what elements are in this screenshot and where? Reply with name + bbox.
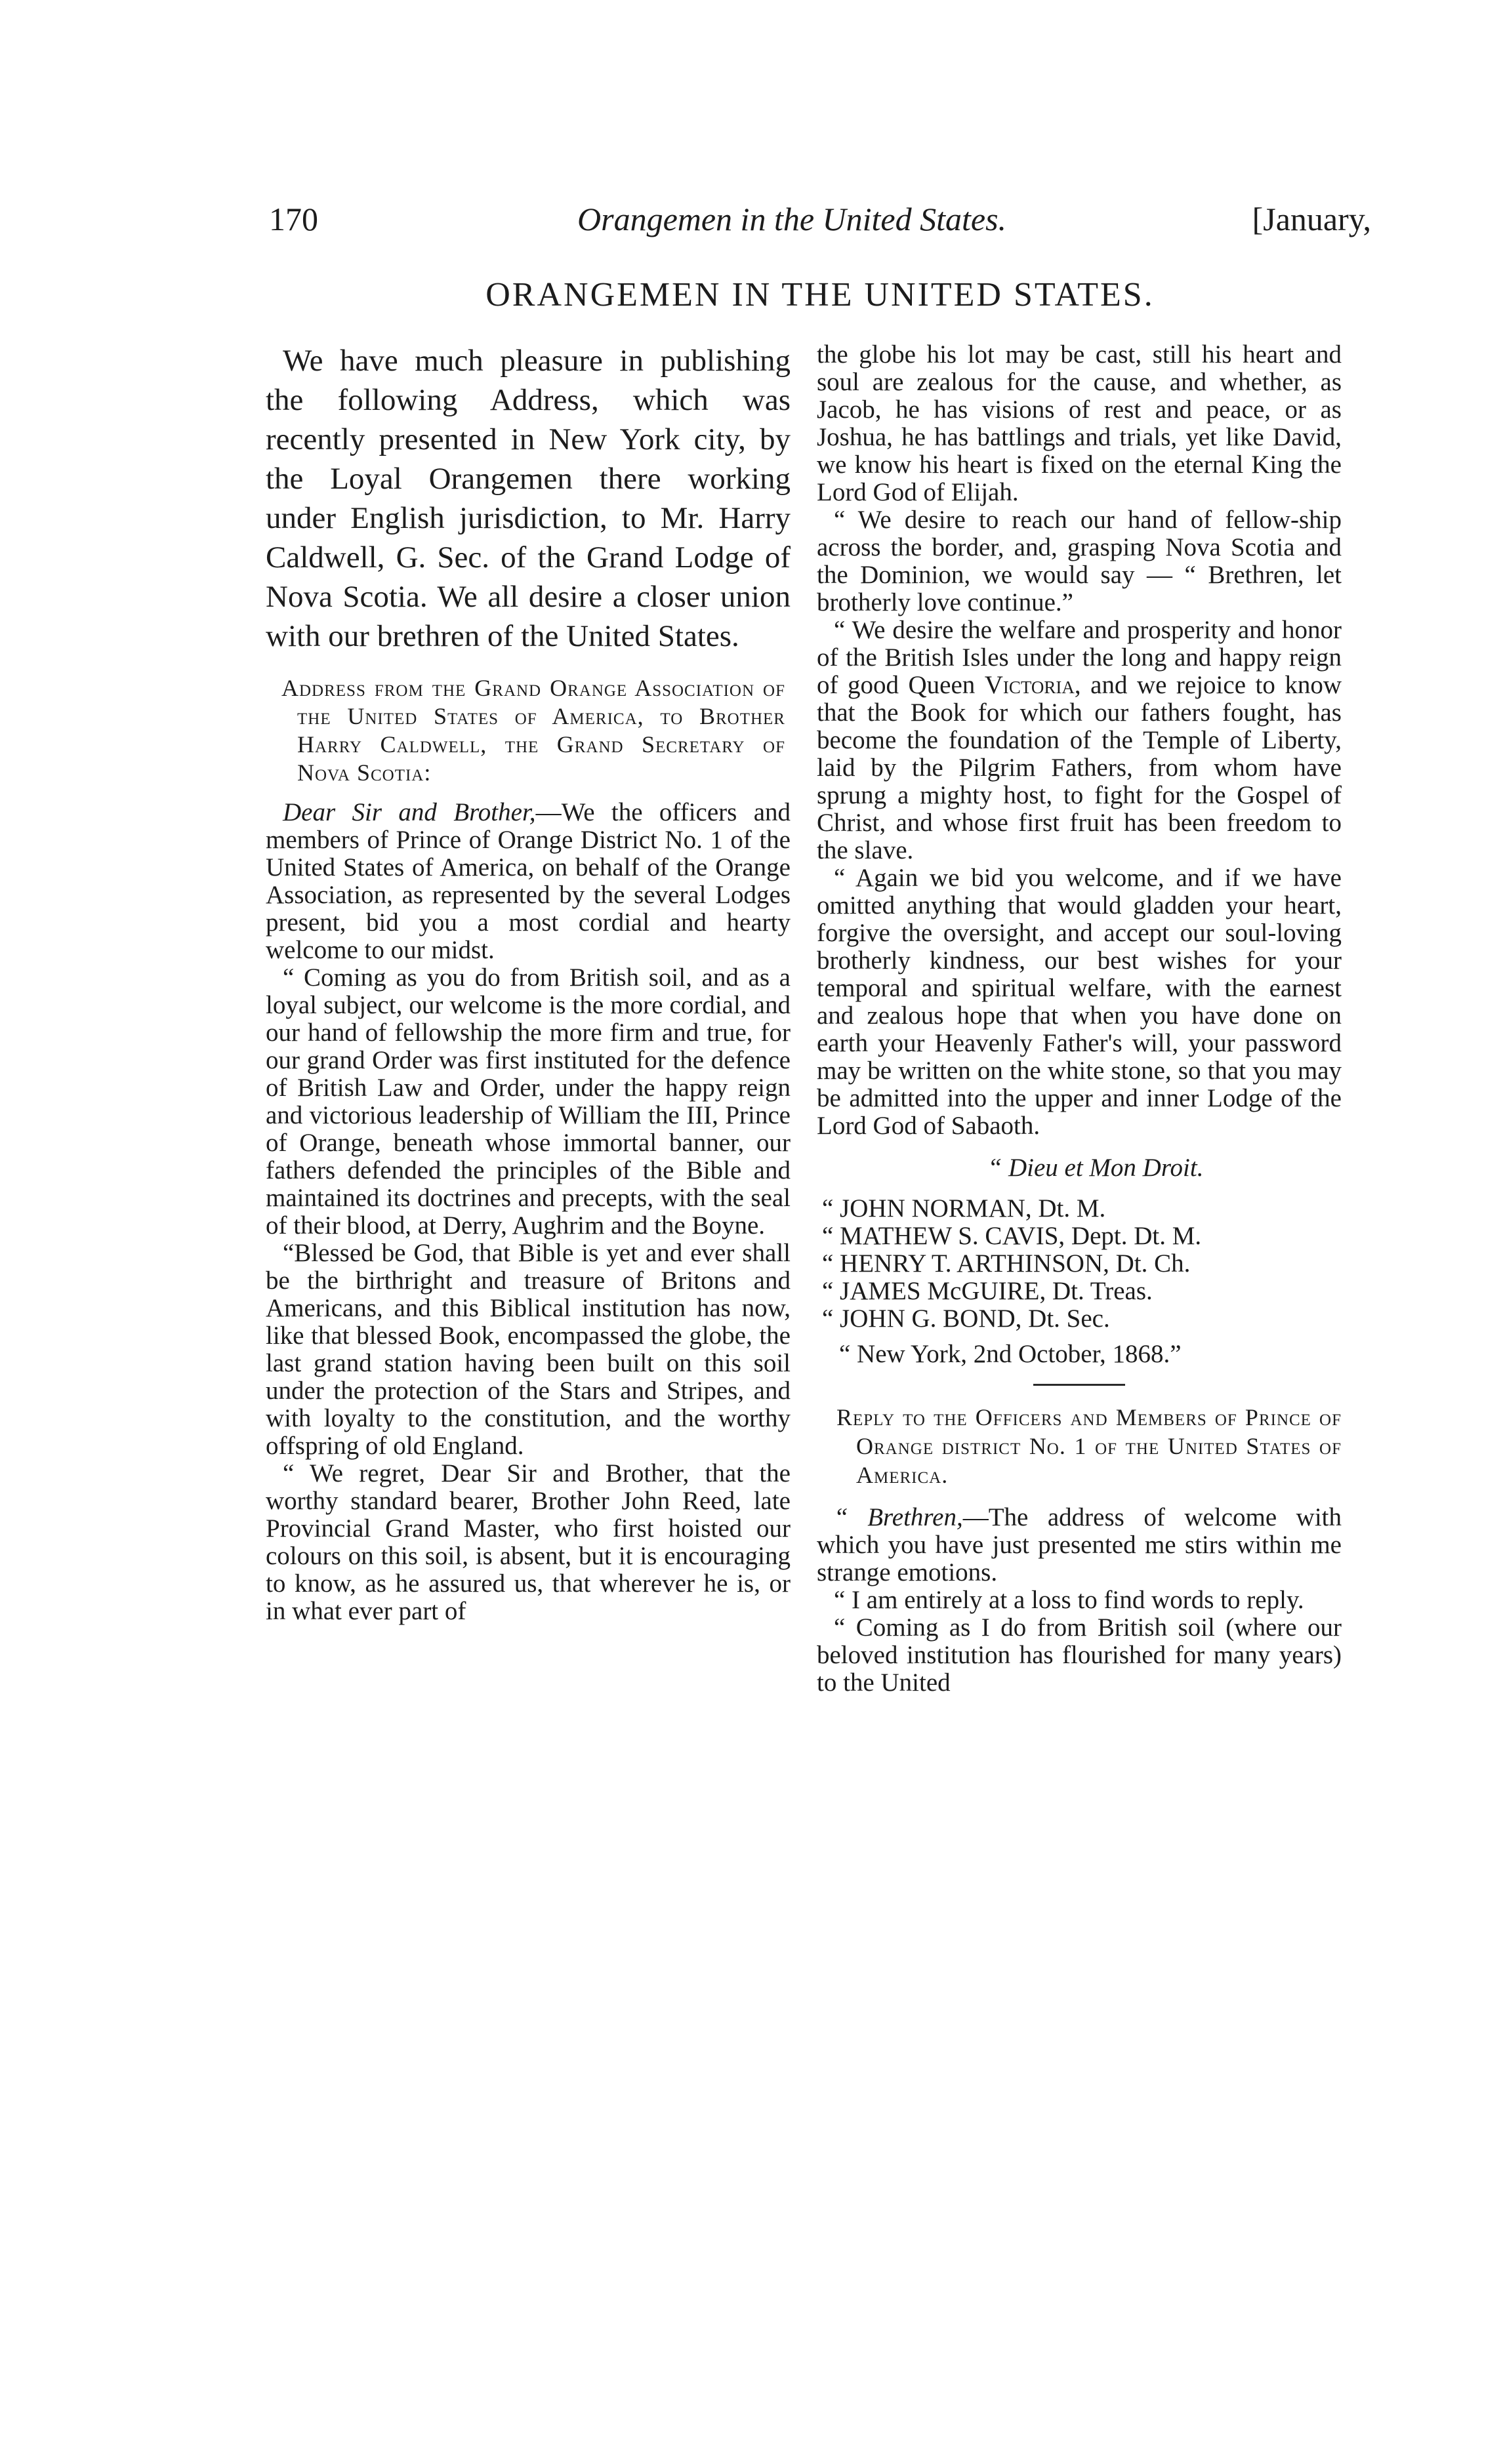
- signature-line: “ HENRY T. ARTHINSON, Dt. Ch.: [822, 1249, 1191, 1278]
- address-paragraph-7: [817, 616, 1342, 864]
- signature-line: “ JAMES McGUIRE, Dt. Treas.: [822, 1277, 1153, 1305]
- address-paragraph-4: “ We regret, Dear Sir and Brother, that the worthy standard bearer, Brother John Reed, late Provincial Grand Master, who first hoisted our colours on this soil, is absent, but it is encouraging to know, as he assured us, that wherever he is, or in what ever part of: [266, 1459, 791, 1625]
- left-column: [266, 341, 791, 1625]
- intro-paragraph: We have much pleasure in publishing the following Address, which was recently presented in New York city, by the Loyal Orangemen there working under English jurisdiction, to Mr. Harry Caldwell, G. Sec. of the Grand Lodge of Nova Scotia. We all desire a closer union with our brethren of the United States.: [266, 344, 791, 653]
- address-paragraph-7-start: “ We desire the welfare and prosperity and honor of the British Isles under the long and happy reign of good Queen: [817, 616, 1342, 699]
- running-head: [269, 200, 1371, 252]
- address-paragraph-7-end: , and we rejoice to know that the Book for which our fathers fought, has become the foundation of the Temple of Liberty, laid by the Pilgrim Fathers, from whom have sprung a mighty host, to fight for the Gospel of Christ, and whose first fruit has been freedom to the slave.: [817, 671, 1342, 864]
- place-date: “ New York, 2nd October, 1868.”: [839, 1340, 1182, 1368]
- page-number: 170: [269, 201, 318, 237]
- address-paragraph-8: “ Again we bid you welcome, and if we have omitted anything that would gladden your heart, forgive the oversight, and accept our soul-loving brotherly kindness, our best wishes for your temporal and spiritual welfare, with the earnest and zealous hope that when you have done on earth your Heavenly Father's will, your password may be written on the white stone, so that you may be admitted into the upper and inner Lodge of the Lord God of Sabaoth.: [817, 864, 1342, 1140]
- signature-line: “ MATHEW S. CAVIS, Dept. Dt. M.: [822, 1222, 1202, 1250]
- reply-paragraph-2: “ I am entirely at a loss to find words to reply.: [834, 1586, 1304, 1614]
- reply-paragraph-1: [817, 1504, 1342, 1586]
- address-paragraph-1: [266, 799, 791, 964]
- address-paragraph-6: “ We desire to reach our hand of fellow-ship across the border, and, grasping Nova Scotia and the Dominion, we would say — “ Brethren, let brotherly love continue.”: [817, 506, 1342, 616]
- reply-heading: Reply to the Officers and Members of Prince of Orange district No. 1 of the United States of America.: [836, 1404, 1342, 1488]
- address-paragraph-3: “Blessed be God, that Bible is yet and ever shall be the birthright and treasure of Britons and Americans, and this Biblical institution has now, like that blessed Book, encompassed the globe, the last grand station having been built on this soil under the protection of the Stars and Stripes, and with loyalty to the constitution, and the worthy offspring of old England.: [266, 1239, 791, 1460]
- article-title: ORANGEMEN IN THE UNITED STATES.: [485, 276, 1155, 313]
- reply-paragraph-3: “ Coming as I do from British soil (where our beloved institution has flourished for many years) to the United: [817, 1613, 1342, 1697]
- reply-salutation: “ Brethren,: [834, 1503, 963, 1531]
- running-date: [January,: [1252, 201, 1371, 237]
- address-paragraph-5: the globe his lot may be cast, still his heart and soul are zealous for the cause, and whether, as Jacob, he has visions of rest and peace, or as Joshua, he has battlings and trials, yet like David, we know his heart is fixed on the eternal King the Lord God of Elijah.: [817, 340, 1342, 506]
- address-heading: Address from the Grand Orange Association of the United States of America, to Brother Harry Caldwell, the Grand Secretary of Nova Scotia:: [281, 675, 785, 786]
- reply-paragraph-1-text: —The address of welcome with which you have just presented me stirs within me strange emotions.: [817, 1503, 1342, 1586]
- salutation: Dear Sir and Brother,: [283, 798, 536, 826]
- section-divider: [1033, 1384, 1125, 1386]
- address-paragraph-2: “ Coming as you do from British soil, and as a loyal subject, our welcome is the more cordial, and our hand of fellowship the more firm and true, for our grand Order was first instituted for the defence of British Law and Order, under the happy reign and victorious leadership of William the III, Prince of Orange, beneath whose immortal banner, our fathers defended the principles of the Bible and maintained its doctrines and precepts, with the seal of their blood, at Derry, Aughrim and the Boyne.: [266, 963, 791, 1240]
- running-title: Orangemen in the United States.: [577, 201, 1007, 237]
- motto: “ Dieu et Mon Droit.: [987, 1154, 1204, 1182]
- signature-line: “ JOHN G. BOND, Dt. Sec.: [822, 1304, 1110, 1333]
- signature-line: “ JOHN NORMAN, Dt. M.: [822, 1194, 1106, 1222]
- queen-name: Victoria: [984, 671, 1075, 699]
- right-column: [817, 341, 1342, 1697]
- address-paragraph-1-text: —We the officers and members of Prince of Orange District No. 1 of the United States of America, on behalf of the Orange Association, as represented by the several Lodges present, bid you a most cordial and hearty welcome to our midst.: [266, 798, 791, 964]
